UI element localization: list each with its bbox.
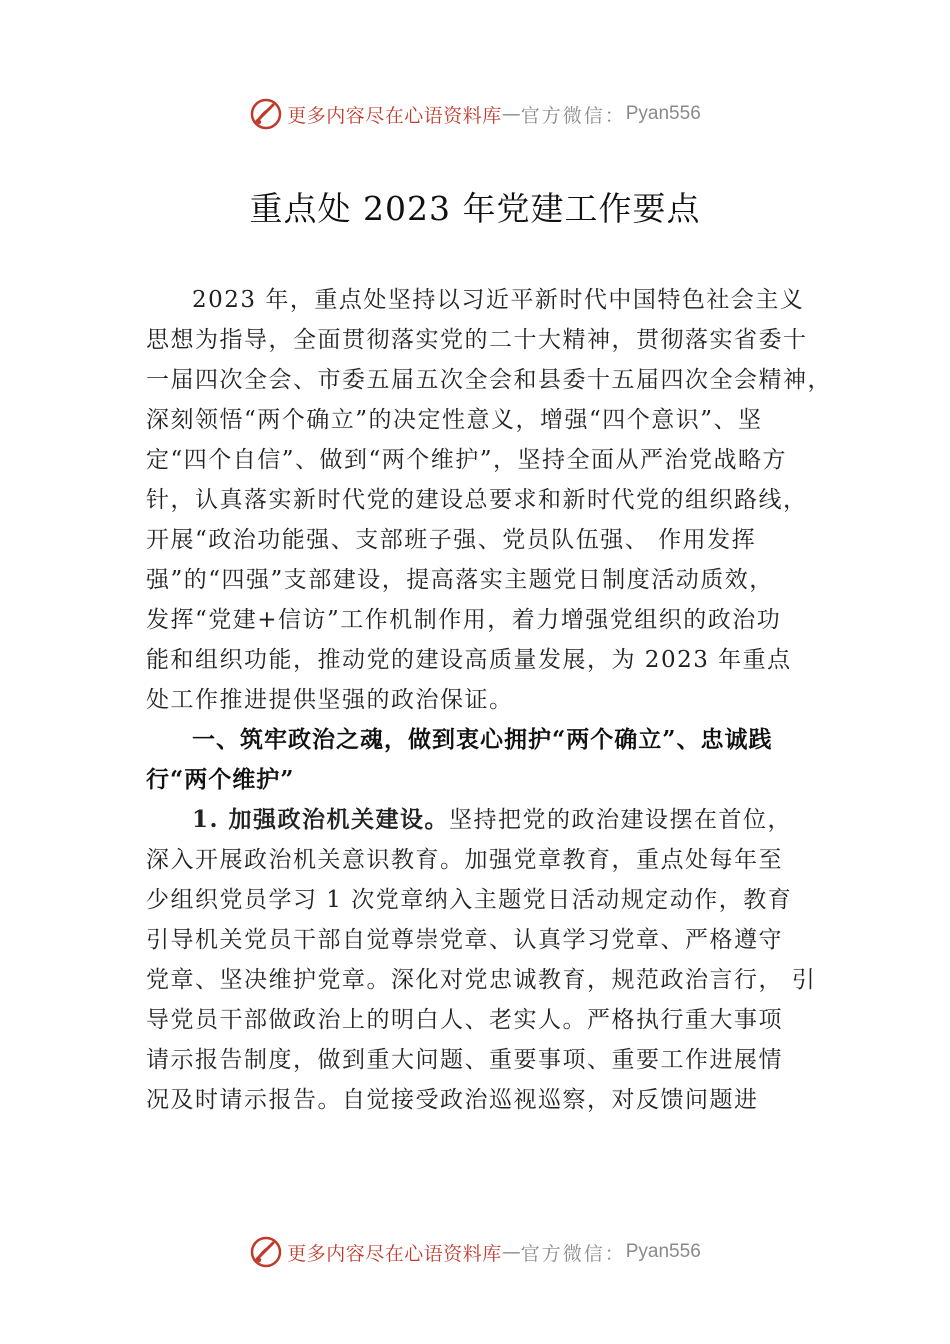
item-first-line (146, 800, 836, 840)
document-title: 重点处 2023 年党建工作要点 (249, 189, 701, 228)
watermark-label: 官方微信： (520, 1242, 626, 1265)
watermark-brand: 更多内容尽在心语资料库 (287, 1242, 502, 1265)
section-heading: 行“两个维护” (146, 766, 295, 793)
brush-logo-icon (249, 97, 283, 131)
watermark-dash: — (501, 1241, 521, 1263)
intro-line: 一届四次全会、市委五届五次全会和县委十五届四次全会精神， (146, 367, 832, 393)
intro-line: 深刻领悟“两个确立”的决定性意义，增强“四个意识”、坚 (146, 407, 763, 433)
watermark-footer (0, 1232, 950, 1272)
item-line: 党章、坚决维护党章。深化对党忠诚教育，规范政治言行， 引 (146, 967, 817, 993)
intro-line: 处工作推进提供坚强的政治保证。 (146, 687, 514, 713)
item-heading: 1. 加强政治机关建设。 (192, 806, 450, 833)
watermark-wechat-id: Pyan556 (625, 103, 701, 124)
item-line: 导党员干部做政治上的明白人、老实人。严格执行重大事项 (146, 1007, 783, 1033)
intro-line: 定“四个自信”、做到“两个维护”，坚持全面从严治党战略方 (146, 447, 788, 473)
intro-line: 开展“政治功能强、支部班子强、党员队伍强、 作用发挥 (146, 527, 757, 553)
item-line: 况及时请示报告。自觉接受政治巡视巡察，对反馈问题进 (146, 1087, 759, 1113)
item-line: 少组织党员学习 1 次党章纳入主题党日活动规定动作，教育 (146, 887, 793, 913)
section-heading: 一、筑牢政治之魂，做到衷心拥护“两个确立”、忠诚践 (192, 726, 773, 753)
item-line: 引导机关党员干部自觉尊崇党章、认真学习党章、严格遵守 (146, 927, 783, 953)
intro-line: 发挥“党建+信访”工作机制作用，着力增强党组织的政治功 (146, 607, 782, 633)
item-text: 坚持把党的政治建设摆在首位， (449, 807, 793, 833)
intro-line: 2023 年，重点处坚持以习近平新时代中国特色社会主义 (192, 287, 805, 313)
item-line: 深入开展政治机关意识教育。加强党章教育，重点处每年至 (146, 847, 783, 873)
intro-line: 思想为指导，全面贯彻落实党的二十大精神，贯彻落实省委十 (146, 327, 808, 353)
watermark-brand: 更多内容尽在心语资料库 (287, 104, 502, 127)
watermark-header (0, 94, 950, 134)
brush-logo-icon (249, 1235, 283, 1269)
watermark-label: 官方微信： (520, 104, 626, 127)
intro-line: 针，认真落实新时代党的建设总要求和新时代党的组织路线， (146, 487, 808, 513)
watermark-dash: — (501, 103, 521, 125)
intro-line: 强”的“四强”支部建设，提高落实主题党日制度活动质效， (146, 567, 774, 593)
intro-line: 能和组织功能，推动党的建设高质量发展，为 2023 年重点 (146, 647, 792, 673)
item-line: 请示报告制度，做到重大问题、重要事项、重要工作进展情 (146, 1047, 783, 1073)
document-body (146, 280, 836, 1120)
watermark-wechat-id: Pyan556 (625, 1241, 701, 1262)
